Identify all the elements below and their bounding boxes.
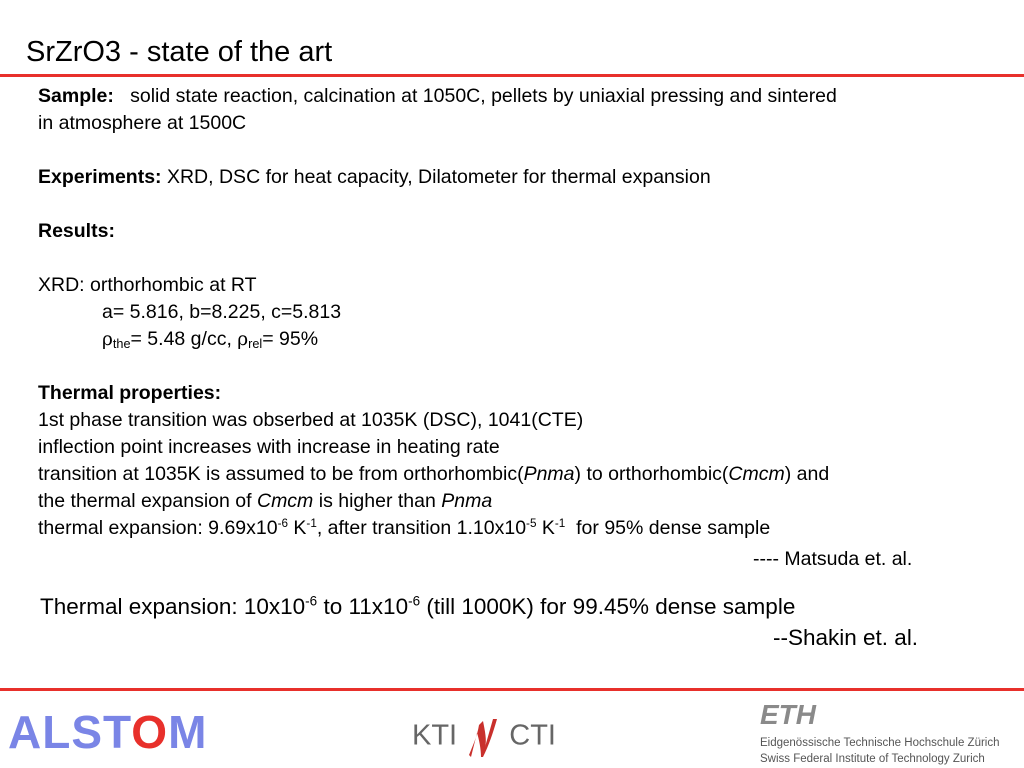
eth-name-line-2: Swiss Federal Institute of Technology Zurich (760, 753, 985, 765)
rho-rel-sub: rel (248, 337, 263, 352)
bottom-divider (0, 688, 1024, 691)
experiments-line (38, 164, 988, 191)
summary-exp1: -6 (305, 593, 318, 609)
thermal-line-1: 1st phase transition was obserbed at 1035K (DSC), 1041(CTE) (38, 409, 584, 431)
experiments-text: XRD, DSC for heat capacity, Dilatometer for thermal expansion (166, 166, 711, 188)
sample-label: Sample: (38, 85, 114, 107)
rho-the-value: = 5.48 g/cc, (130, 328, 232, 350)
rho-symbol-2: ρ (237, 329, 249, 350)
eth-name-line-1: Eidgenössische Technische Hochschule Zürich (760, 737, 1000, 749)
rho-rel-value: = 95% (262, 328, 319, 350)
summary-c: (till 1000K) for 99.45% dense sample (426, 594, 796, 619)
thermal-expansion-line (38, 515, 988, 542)
slide-body (38, 83, 988, 542)
te-exp3: -5 (526, 516, 537, 530)
lattice-line: a= 5.816, b=8.225, c=5.813 (102, 301, 342, 323)
te-exp4: -1 (554, 516, 566, 530)
cti-text: CTI (509, 719, 556, 752)
thermal-line-3-c: ) and (784, 463, 830, 485)
cmcm-italic: Cmcm (728, 463, 785, 485)
density-line (38, 326, 988, 353)
sample-line-2: in atmosphere at 1500C (38, 112, 247, 134)
alstom-text-o: O (131, 706, 169, 758)
results-heading (38, 218, 988, 245)
pnma-italic-2: Pnma (441, 490, 493, 512)
kti-slash-icon (463, 715, 503, 759)
top-divider (0, 74, 1024, 77)
experiments-label: Experiments: (38, 166, 162, 188)
summary-b: to 11x10 (323, 594, 409, 619)
rho-symbol: ρ (102, 329, 113, 350)
sample-text: solid state reaction, calcination at 1050C, pellets by uniaxial pressing and sintered (130, 85, 837, 107)
eth-logo: ETH (760, 699, 816, 730)
te-b: K (293, 517, 307, 539)
slide-title: SrZrO3 - state of the art (26, 36, 333, 68)
te-c: , after transition 1.10x10 (316, 517, 527, 539)
thermal-line-4 (38, 488, 988, 515)
xrd-line: XRD: orthorhombic at RT (38, 274, 257, 296)
thermal-line-2: inflection point increases with increase in heating rate (38, 436, 500, 458)
te-a: thermal expansion: 9.69x10 (38, 517, 278, 539)
rho-the-sub: the (112, 337, 131, 352)
thermal-heading (38, 380, 988, 407)
pnma-italic: Pnma (523, 463, 575, 485)
thermal-line-3-b: ) to orthorhombic( (574, 463, 729, 485)
thermal-label: Thermal properties: (38, 382, 222, 404)
alstom-text-a: ALST (8, 706, 132, 758)
thermal-line-3-a: transition at 1035K is assumed to be from orthorhombic( (38, 463, 524, 485)
thermal-line-3 (38, 461, 988, 488)
te-exp2: -1 (306, 516, 317, 530)
kti-cti-logo (412, 715, 556, 759)
sample-line (38, 83, 988, 110)
shakin-citation: --Shakin et. al. (773, 625, 919, 650)
kti-text: KTI (412, 719, 458, 752)
thermal-line-4-b: is higher than (318, 490, 436, 512)
results-label: Results: (38, 220, 115, 242)
matsuda-citation: ---- Matsuda et. al. (753, 548, 913, 570)
cmcm-italic-2: Cmcm (256, 490, 314, 512)
te-e: for 95% dense sample (576, 517, 771, 539)
summary-a: Thermal expansion: 10x10 (40, 594, 306, 619)
alstom-text-b: M (168, 706, 208, 758)
te-d: K (541, 517, 555, 539)
te-exp1: -6 (277, 516, 288, 530)
eth-name (760, 735, 1000, 767)
thermal-line-4-a: the thermal expansion of (38, 490, 252, 512)
summary-line (40, 593, 795, 621)
alstom-logo (8, 706, 207, 758)
summary-exp2: -6 (408, 593, 421, 609)
